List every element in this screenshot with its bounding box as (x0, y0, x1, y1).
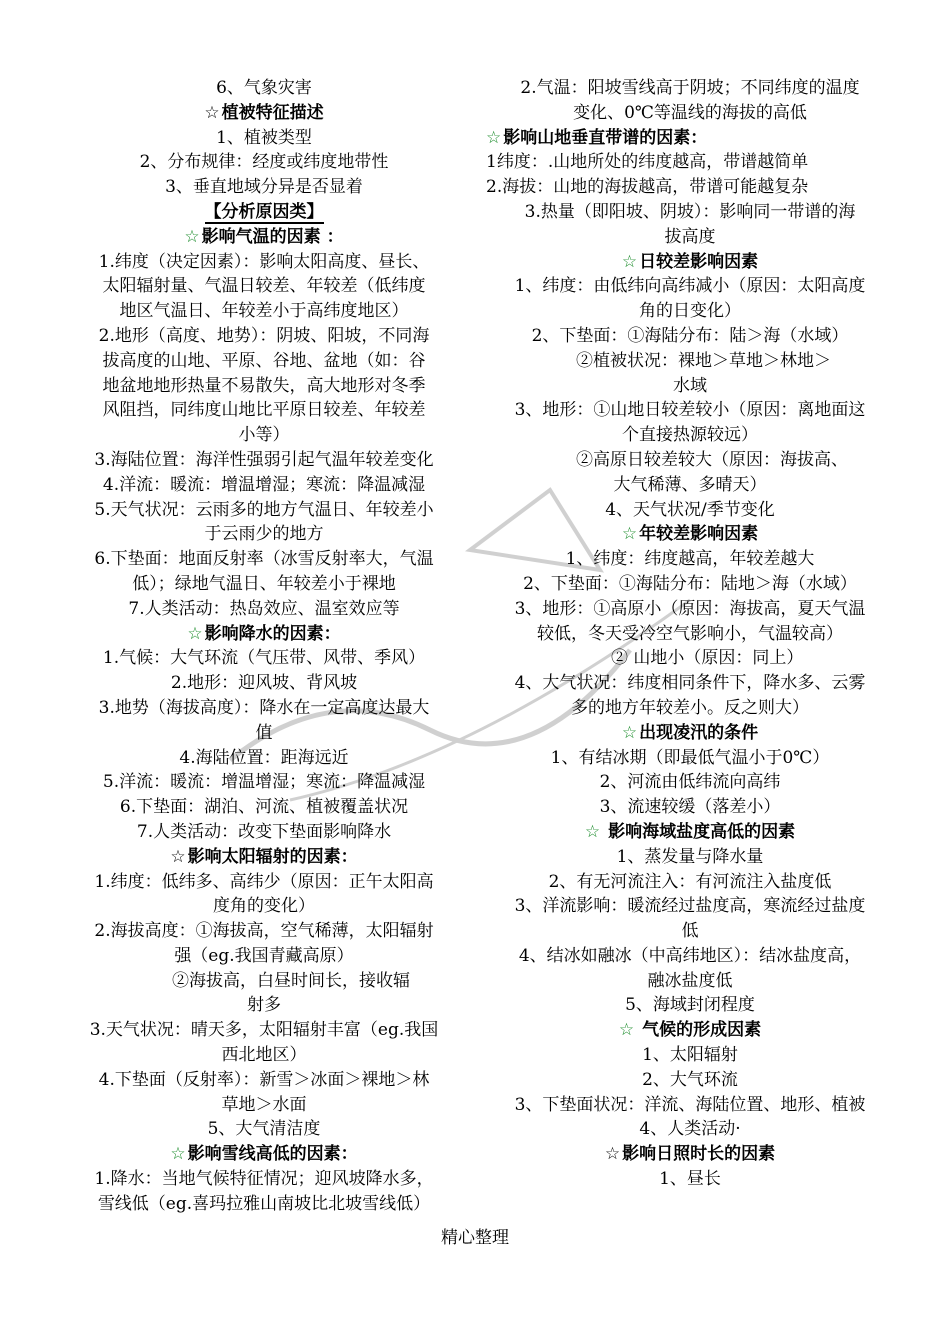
text-line (62, 721, 466, 746)
line-text: 西北地区） (221, 1045, 307, 1066)
line-text: 气候的形成因素 (636, 1020, 762, 1041)
line-text: 3、地形：①山地日较差较小（原因：离地面这 (514, 400, 866, 421)
text-line (486, 398, 894, 423)
text-line (486, 646, 894, 671)
line-text: 1、纬度：纬度越高，年较差越大 (565, 549, 815, 570)
text-line (486, 448, 894, 473)
line-text: 7.人类活动：热岛效应、温室效应等 (128, 598, 400, 619)
line-text: 低 (681, 921, 699, 942)
text-line (486, 795, 894, 820)
line-text: 影响山地垂直带谱的因素： (503, 127, 708, 148)
line-text: 小等） (238, 425, 290, 446)
section-heading (486, 1142, 894, 1167)
line-text: 2、大气环流 (642, 1069, 738, 1090)
section-heading (486, 250, 894, 275)
section-heading (486, 522, 894, 547)
line-text: 2.海拔高度：①海拔高，空气稀薄，太阳辐射 (94, 921, 434, 942)
section-heading (62, 101, 466, 126)
line-text: 2、有无河流注入：有河流注入盐度低 (548, 871, 832, 892)
line-text: 1.纬度（决定因素）：影响太阳高度、昼长、 (98, 251, 430, 272)
line-text: 3、下垫面状况：洋流、海陆位置、地形、植被 (514, 1094, 866, 1115)
text-line (486, 547, 894, 572)
line-text: 拔高度的山地、平原、谷地、盆地（如：谷 (102, 350, 426, 371)
text-line (486, 76, 894, 101)
text-line (62, 820, 466, 845)
text-line (486, 572, 894, 597)
line-text: 日较差影响因素 (639, 251, 759, 272)
line-text: 雪线低（eg.喜玛拉雅山南坡比北坡雪线低） (97, 1193, 431, 1214)
line-text: 水域 (673, 375, 707, 396)
line-text: 植被特征描述 (221, 102, 324, 123)
section-heading (62, 225, 466, 250)
line-text: 6.下垫面：地面反射率（冰雪反射率大，气温 (94, 549, 434, 570)
line-text: 5.天气状况：云雨多的地方气温日、年较差小 (94, 499, 434, 520)
text-line (62, 250, 466, 275)
text-line (62, 324, 466, 349)
line-text: 强（eg.我国青藏高原） (174, 945, 354, 966)
section-heading (486, 820, 894, 845)
line-text: 2.海拔：山地的海拔越高，带谱可能越复杂 (486, 177, 809, 198)
line-text: 3.海陆位置：海洋性强弱引起气温年较差变化 (94, 449, 434, 470)
text-line (486, 324, 894, 349)
text-line (486, 1117, 894, 1142)
line-text: 【分析原因类】 (204, 201, 324, 222)
line-text: 6.下垫面：湖泊、河流、植被覆盖状况 (119, 797, 409, 818)
line-text: 4、结冰如融冰（中高纬地区）：结冰盐度高， (518, 945, 862, 966)
text-line (62, 150, 466, 175)
text-line (62, 919, 466, 944)
section-heading (486, 126, 894, 151)
text-line (62, 1018, 466, 1043)
line-text: 地盆地地形热量不易散失，高大地形对冬季 (102, 375, 426, 396)
line-text: 1、有结冰期（即最低气温小于0℃） (550, 747, 830, 768)
line-text: 射多 (247, 995, 281, 1016)
text-line (62, 126, 466, 151)
line-text: 草地＞水面 (221, 1094, 307, 1115)
text-line (62, 969, 466, 994)
text-line (62, 547, 466, 572)
text-line (62, 76, 466, 101)
text-line (62, 473, 466, 498)
section-heading (62, 1142, 466, 1167)
line-text: 5、大气清洁度 (207, 1119, 321, 1140)
text-line (62, 175, 466, 200)
star-icon: ☆ (486, 127, 502, 148)
line-text: 3、地形：①高原小（原因：海拔高，夏天气温 (514, 598, 866, 619)
line-text: 影响气温的因素 ： (201, 226, 344, 247)
line-text: 融冰盐度低 (647, 970, 733, 991)
line-text: 4、天气状况/季节变化 (605, 499, 775, 520)
text-line (486, 622, 894, 647)
text-line (62, 770, 466, 795)
line-text: 多的地方年较差小。反之则大） (571, 697, 809, 718)
text-line (486, 1093, 894, 1118)
text-line (486, 498, 894, 523)
line-text: 1.纬度：低纬多、高纬少（原因：正午太阳高 (94, 871, 434, 892)
text-line (62, 1093, 466, 1118)
text-line (486, 200, 894, 225)
text-line (486, 374, 894, 399)
text-line (62, 299, 466, 324)
line-text: 低）；绿地气温日、年较差小于裸地 (132, 573, 396, 594)
text-line (486, 746, 894, 771)
line-text: 角的日变化） (639, 301, 741, 322)
text-line (62, 1167, 466, 1192)
line-text: 风阻挡，同纬度山地比平原日较差、年较差 (102, 400, 426, 421)
line-text: ② 山地小（原因：同上） (611, 648, 804, 669)
line-text: 影响降水的因素： (204, 623, 341, 644)
line-text: 影响海域盐度高低的因素 (602, 821, 796, 842)
star-icon: ☆ (604, 1144, 621, 1165)
text-line (62, 1068, 466, 1093)
text-line (486, 845, 894, 870)
text-line (62, 423, 466, 448)
line-text: 年较差影响因素 (639, 524, 759, 545)
section-heading (62, 845, 466, 870)
star-icon: ☆ (187, 623, 203, 644)
text-line (486, 993, 894, 1018)
section-heading (62, 200, 466, 225)
text-line (486, 473, 894, 498)
line-text: 7.人类活动：改变下垫面影响降水 (136, 821, 392, 842)
text-line (486, 101, 894, 126)
line-text: 2、河流由低纬流向高纬 (599, 772, 781, 793)
star-icon: ☆ (170, 1144, 186, 1165)
line-text: 4.海陆位置：距海远近 (179, 747, 349, 768)
line-text: 5、海域封闭程度 (625, 995, 755, 1016)
line-text: 1、太阳辐射 (642, 1045, 738, 1066)
text-line (62, 894, 466, 919)
text-line (486, 969, 894, 994)
line-text: 5.洋流：暖流：增温增湿；寒流：降温减湿 (102, 772, 426, 793)
section-heading (486, 1018, 894, 1043)
line-text: 2、分布规律：经度或纬度地带性 (139, 152, 389, 173)
text-line (62, 274, 466, 299)
text-line (486, 597, 894, 622)
line-text: 1纬度：.山地所处的纬度越高，带谱越简单 (486, 152, 809, 173)
line-text: 2、下垫面：①海陆分布：陆＞海（水域） (531, 325, 849, 346)
line-text: 3、垂直地域分异是否显着 (165, 177, 363, 198)
line-text: 大气稀薄、多晴天） (613, 474, 767, 495)
line-text: 于云雨少的地方 (204, 524, 324, 545)
footer-text: 精心整理 (441, 1228, 509, 1248)
line-text: 度角的变化） (213, 896, 315, 917)
text-line (62, 374, 466, 399)
section-heading (486, 721, 894, 746)
line-text: 影响日照时长的因素 (622, 1144, 776, 1165)
text-line (62, 870, 466, 895)
text-line (62, 671, 466, 696)
right-column (486, 76, 894, 1192)
line-text: 3、洋流影响：暖流经过盐度高，寒流经过盐度 (514, 896, 866, 917)
text-line (62, 696, 466, 721)
star-icon: ☆ (584, 821, 601, 842)
line-text: 2.地形：迎风坡、背风坡 (170, 673, 358, 694)
line-text: 2.地形（高度、地势）：阴坡、阳坡，不同海 (98, 325, 430, 346)
line-text: 2、下垫面：①海陆分布：陆地＞海（水域） (523, 573, 857, 594)
line-text: ②高原日较差较大（原因：海拔高、 (576, 449, 848, 470)
line-text: 太阳辐射量、气温日较差、年较差（低纬度 (102, 276, 426, 297)
text-line (486, 225, 894, 250)
star-icon: ☆ (618, 1020, 635, 1041)
line-text: 影响雪线高低的因素： (187, 1144, 358, 1165)
text-line (62, 746, 466, 771)
text-line (62, 448, 466, 473)
text-line (62, 993, 466, 1018)
line-text: 4.下垫面（反射率）：新雪＞冰面＞裸地＞林 (98, 1069, 430, 1090)
text-line (486, 274, 894, 299)
text-line (486, 870, 894, 895)
star-icon: ☆ (184, 226, 200, 247)
line-text: 3.天气状况：晴天多，太阳辐射丰富（eg.我国 (89, 1020, 439, 1041)
line-text: 较低，冬天受冷空气影响小，气温较高） (537, 623, 843, 644)
line-text: 地区气温日、年较差小于高纬度地区） (119, 301, 409, 322)
text-line (62, 1192, 466, 1217)
line-text: 4、大气状况：纬度相同条件下，降水多、云雾 (514, 673, 866, 694)
left-column (62, 76, 466, 1217)
line-text: 拔高度 (664, 226, 716, 247)
line-text: 3.地势（海拔高度）：降水在一定高度达最大 (98, 697, 430, 718)
line-text: 1、昼长 (659, 1169, 721, 1190)
text-line (486, 944, 894, 969)
line-text: 1.降水：当地气候特征情况；迎风坡降水多， (94, 1169, 434, 1190)
text-line (62, 1117, 466, 1142)
line-text: 1.气候：大气环流（气压带、风带、季风） (102, 648, 426, 669)
line-text: 3、流速较缓（落差小） (599, 797, 781, 818)
text-line (62, 597, 466, 622)
text-line (62, 349, 466, 374)
text-line (62, 1043, 466, 1068)
line-text: 出现凌汛的条件 (639, 722, 759, 743)
text-line (62, 398, 466, 423)
star-icon: ☆ (170, 846, 186, 867)
line-text: 变化、0℃等温线的海拔的高低 (573, 102, 807, 123)
star-icon: ☆ (204, 102, 220, 123)
text-line (486, 423, 894, 448)
line-text: 1、纬度：由低纬向高纬减小（原因：太阳高度 (514, 276, 866, 297)
text-line (486, 1068, 894, 1093)
line-text: 6、气象灾害 (216, 78, 312, 98)
text-line (62, 944, 466, 969)
line-text: 4、人类活动· (639, 1119, 741, 1140)
line-text: 1、植被类型 (216, 127, 312, 148)
line-text: 4.洋流：暖流：增温增湿；寒流：降温减湿 (102, 474, 426, 495)
text-line (62, 646, 466, 671)
line-text: 个直接热源较远） (622, 425, 758, 446)
line-text: ②植被状况：裸地＞草地＞林地＞ (576, 350, 831, 371)
text-line (486, 150, 894, 175)
section-heading (62, 622, 466, 647)
line-text: 影响太阳辐射的因素： (187, 846, 358, 867)
text-line (486, 349, 894, 374)
text-line (486, 175, 894, 200)
line-text: 2.气温：阳坡雪线高于阴坡；不同纬度的温度 (520, 78, 860, 98)
line-text: 1、蒸发量与降水量 (616, 846, 764, 867)
line-text: 值 (255, 722, 273, 743)
text-line (486, 1167, 894, 1192)
star-icon: ☆ (621, 722, 638, 743)
line-text: 3.热量（即阳坡、阴坡）：影响同一带谱的海 (524, 201, 856, 222)
text-line (486, 894, 894, 919)
text-line (62, 498, 466, 523)
star-icon: ☆ (621, 524, 638, 545)
text-line (62, 795, 466, 820)
text-line (486, 671, 894, 696)
text-line (486, 1043, 894, 1068)
text-line (486, 696, 894, 721)
text-line (486, 770, 894, 795)
text-line (62, 572, 466, 597)
star-icon: ☆ (621, 251, 638, 272)
line-text: ②海拔高，白昼时间长，接收辐 (172, 970, 410, 991)
text-line (62, 522, 466, 547)
text-line (486, 919, 894, 944)
text-line (486, 299, 894, 324)
